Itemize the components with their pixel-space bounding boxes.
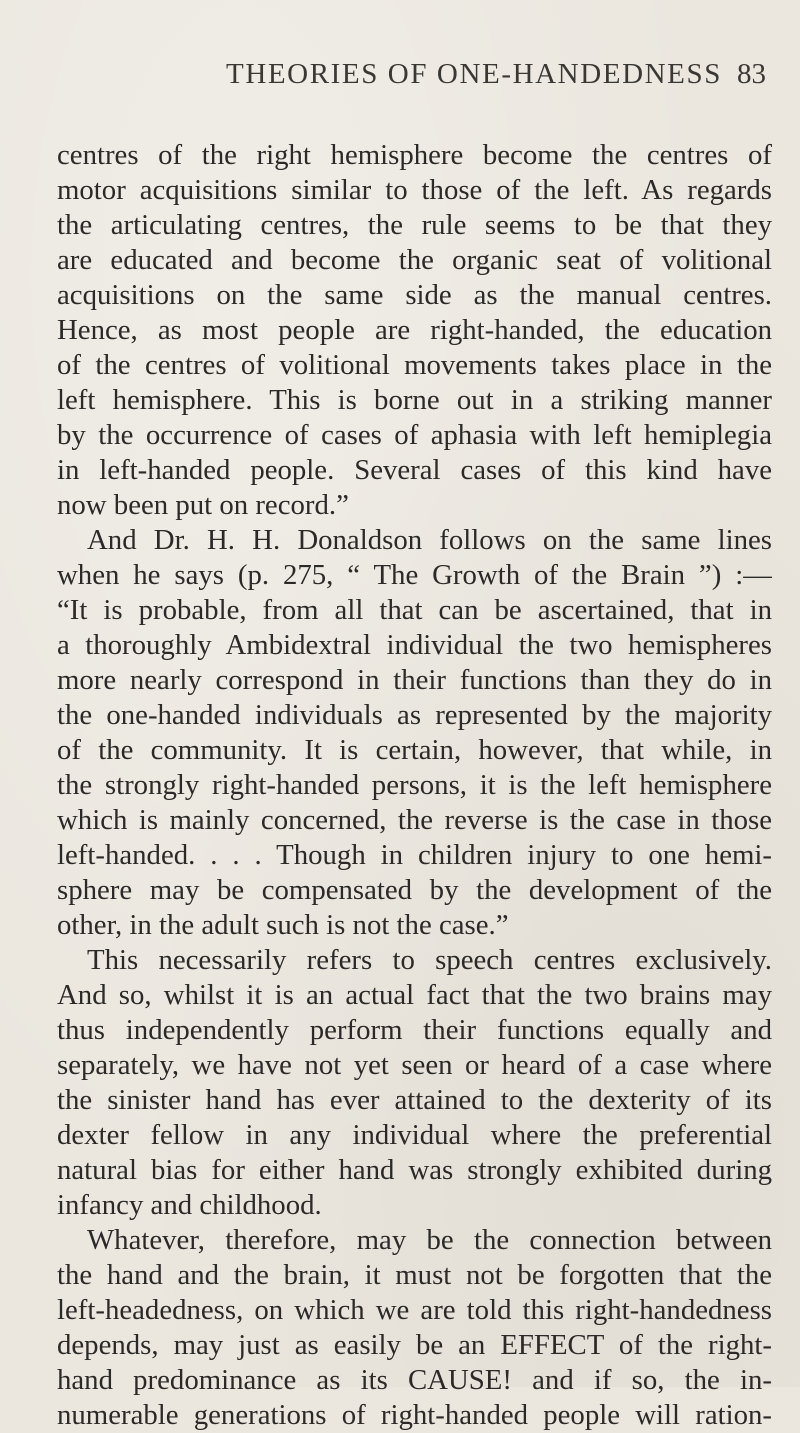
text-line: thus independently perform their functions equally and: [57, 1014, 772, 1046]
text-line: by the occurrence of cases of aphasia with left hemiplegia: [57, 419, 772, 451]
text-line: Whatever, therefore, may be the connection between: [87, 1224, 772, 1256]
text-line: of the community. It is certain, however, that while, in: [57, 734, 772, 766]
body-text: [57, 138, 772, 1433]
text-line: the sinister hand has ever attained to the dexterity of its: [57, 1084, 772, 1116]
text-line: of the centres of volitional movements takes place in the: [57, 349, 772, 381]
text-line: infancy and childhood.: [57, 1189, 322, 1221]
text-line: other, in the adult such is not the case.”: [57, 909, 509, 941]
text-line: Hence, as most people are right-handed, the education: [57, 314, 772, 346]
text-line: “It is probable, from all that can be ascertained, that in: [57, 594, 772, 626]
text-line: now been put on record.”: [57, 489, 349, 521]
text-line: left hemisphere. This is borne out in a striking manner: [57, 384, 772, 416]
text-line: numerable generations of right-handed people will ration-: [57, 1399, 772, 1431]
text-line: the articulating centres, the rule seems to be that they: [57, 209, 772, 241]
text-line: in left-handed people. Several cases of this kind have: [57, 454, 772, 486]
text-line: And Dr. H. H. Donaldson follows on the same lines: [87, 524, 772, 556]
text-line: This necessarily refers to speech centres exclusively.: [87, 944, 772, 976]
text-line: depends, may just as easily be an EFFECT of the right-: [57, 1329, 772, 1361]
text-line: natural bias for either hand was strongly exhibited during: [57, 1154, 772, 1186]
text-line: acquisitions on the same side as the manual centres.: [57, 279, 772, 311]
text-line: when he says (p. 275, “ The Growth of the Brain ”) :—: [57, 559, 772, 591]
running-head: [0, 58, 800, 98]
text-line: a thoroughly Ambidextral individual the two hemispheres: [57, 629, 772, 661]
text-line: hand predominance as its CAUSE! and if so, the in-: [57, 1364, 772, 1396]
text-line: centres of the right hemisphere become the centres of: [57, 139, 772, 171]
text-line: separately, we have not yet seen or heard of a case where: [57, 1049, 772, 1081]
text-line: the strongly right-handed persons, it is the left hemisphere: [57, 769, 772, 801]
text-line: more nearly correspond in their functions than they do in: [57, 664, 772, 696]
text-line: the one-handed individuals as represented by the majority: [57, 699, 772, 731]
text-line: left-headedness, on which we are told this right-handedness: [57, 1294, 772, 1326]
text-line: motor acquisitions similar to those of the left. As regards: [57, 174, 772, 206]
text-line: which is mainly concerned, the reverse is the case in those: [57, 804, 772, 836]
text-line: dexter fellow in any individual where the preferential: [57, 1119, 772, 1151]
text-line: left-handed. . . . Though in children injury to one hemi-: [57, 839, 772, 871]
text-line: sphere may be compensated by the development of the: [57, 874, 772, 906]
running-title: THEORIES OF ONE-HANDEDNESS: [226, 58, 722, 90]
page-number: 83: [737, 58, 766, 90]
text-line: And so, whilst it is an actual fact that the two brains may: [57, 979, 772, 1011]
text-line: are educated and become the organic seat of volitional: [57, 244, 772, 276]
text-line: the hand and the brain, it must not be forgotten that the: [57, 1259, 772, 1291]
